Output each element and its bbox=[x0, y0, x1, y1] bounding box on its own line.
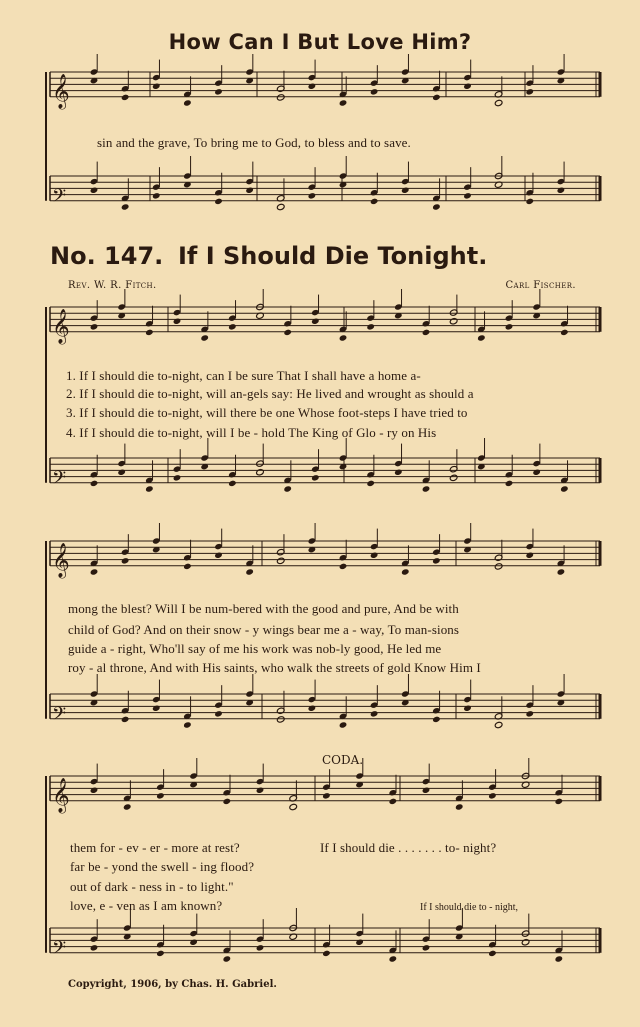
verse-2-line-2: child of God? And on their snow - y wings bear me a - way, To man-sions bbox=[68, 622, 460, 637]
verse-2-line-3: far be - yond the swell - ing flood? bbox=[70, 859, 255, 874]
svg-text:𝄢: 𝄢 bbox=[52, 185, 67, 211]
verse-4-line-2: roy - al throne, And with His saints, who walk the streets of gold Know Him I bbox=[68, 660, 481, 675]
previous-song-title: How Can I But Love Him? bbox=[168, 30, 472, 54]
copyright-notice: Copyright, 1906, by Chas. H. Gabriel. bbox=[68, 979, 277, 990]
verse-3-line-1: 3. If I should die to-night, will there be one Whose foot-steps I have tried to bbox=[66, 405, 468, 420]
verse-1-line-1: 1. If I should die to-night, can I be sure That I shall have a home a- bbox=[66, 368, 421, 383]
svg-text:𝄞: 𝄞 bbox=[52, 73, 70, 109]
verse-3-line-2: guide a - right, Who'll say of me his work was nob-ly good, He led me bbox=[68, 641, 442, 656]
svg-text:𝄢: 𝄢 bbox=[52, 703, 67, 729]
composer-credit: Carl Fischer. bbox=[505, 280, 576, 291]
verse-3-line-3: out of dark - ness in - to light." bbox=[70, 879, 234, 894]
verse-4-line-1: 4. If I should die to-night, will I be - hold The King of Glo - ry on His bbox=[66, 425, 437, 440]
coda-bass-lyric: If I should die to - night, bbox=[420, 902, 519, 913]
verse-1-line-2: mong the blest? Will I be num-bered with the good and pure, And be with bbox=[68, 601, 459, 616]
svg-text:𝄞: 𝄞 bbox=[52, 777, 70, 813]
verse-2-line-1: 2. If I should die to-night, will an-gels say: He lived and wrought as should a bbox=[66, 386, 474, 401]
song-number: No. 147. bbox=[50, 242, 164, 270]
svg-text:𝄢: 𝄢 bbox=[52, 937, 67, 963]
svg-text:𝄞: 𝄞 bbox=[52, 308, 70, 344]
svg-text:𝄞: 𝄞 bbox=[52, 542, 70, 578]
coda-lyric: If I should die . . . . . . . to- night? bbox=[320, 840, 497, 855]
verse-4-line-3: love, e - ven as I am known? bbox=[70, 898, 223, 913]
coda-label: CODA. bbox=[322, 753, 364, 767]
song-title: If I Should Die Tonight. bbox=[178, 242, 488, 270]
svg-text:𝄢: 𝄢 bbox=[52, 467, 67, 493]
verse-1-line-3: them for - ev - er - more at rest? bbox=[70, 840, 240, 855]
previous-song-lyric: sin and the grave, To bring me to God, to bless and to save. bbox=[97, 135, 411, 150]
lyricist-credit: Rev. W. R. Fitch. bbox=[68, 280, 157, 291]
